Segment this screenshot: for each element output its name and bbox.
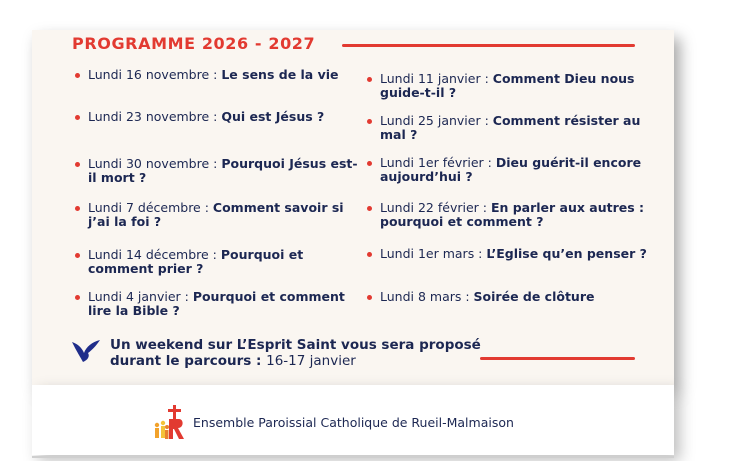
bullet — [75, 73, 80, 78]
bullet — [75, 162, 80, 167]
parish-logo-icon — [151, 403, 187, 443]
program-title: PROGRAMME 2026 - 2027 — [72, 34, 316, 53]
item-topic: Comment savoir si j’ai la foi ? — [88, 200, 344, 229]
schedule-item — [380, 290, 650, 304]
item-date: Lundi 23 novembre : — [88, 109, 222, 124]
item-topic: Comment résister au mal ? — [380, 113, 641, 142]
bullet — [367, 206, 372, 211]
item-topic: L’Eglise qu’en penser ? — [486, 246, 647, 261]
bullet — [75, 206, 80, 211]
organization-name: Ensemble Paroissial Catholique de Rueil-Malmaison — [193, 415, 514, 430]
item-topic: Qui est Jésus ? — [221, 109, 325, 124]
item-topic: Le sens de la vie — [221, 67, 339, 82]
item-date: Lundi 1er mars : — [380, 246, 487, 261]
weekend-dates: 16-17 janvier — [266, 353, 356, 369]
schedule-item — [380, 72, 650, 100]
item-topic: Soirée de clôture — [473, 289, 595, 304]
weekend-text: Un weekend sur L’Esprit Saint vous sera proposé durant le parcours : — [110, 337, 481, 369]
item-date: Lundi 4 janvier : — [88, 289, 193, 304]
bullet — [367, 77, 372, 82]
schedule-item — [88, 248, 358, 276]
schedule-item — [380, 247, 650, 261]
item-topic: Pourquoi et comment prier ? — [88, 247, 304, 276]
item-topic: Dieu guérit-il encore aujourd’hui ? — [380, 155, 642, 184]
dove-icon — [70, 338, 102, 364]
item-topic: Comment Dieu nous guide-t-il ? — [380, 71, 635, 100]
bullet — [367, 252, 372, 257]
item-date: Lundi 11 janvier : — [380, 71, 493, 86]
item-topic: En parler aux autres : pourquoi et comment ? — [380, 200, 645, 229]
schedule-item — [380, 156, 650, 184]
bullet — [75, 253, 80, 258]
title-rule — [342, 44, 635, 47]
footer-divider — [32, 456, 674, 458]
bullet — [75, 115, 80, 120]
schedule-item — [380, 114, 650, 142]
weekend-rule — [480, 357, 635, 360]
bullet — [367, 295, 372, 300]
bullet — [367, 119, 372, 124]
item-date: Lundi 25 janvier : — [380, 113, 493, 128]
weekend-note — [110, 337, 490, 369]
item-date: Lundi 16 novembre : — [88, 67, 222, 82]
schedule-item — [380, 201, 650, 229]
item-topic: Pourquoi et comment lire la Bible ? — [88, 289, 345, 318]
item-date: Lundi 7 décembre : — [88, 200, 213, 215]
schedule-item — [88, 157, 358, 185]
item-topic: Pourquoi Jésus est-il mort ? — [88, 156, 358, 185]
bullet — [367, 161, 372, 166]
schedule-item — [88, 68, 358, 82]
item-date: Lundi 1er février : — [380, 155, 496, 170]
item-date: Lundi 22 février : — [380, 200, 491, 215]
item-date: Lundi 14 décembre : — [88, 247, 221, 262]
schedule-item — [88, 201, 358, 229]
schedule-item — [88, 110, 358, 124]
item-date: Lundi 8 mars : — [380, 289, 474, 304]
bullet — [75, 295, 80, 300]
schedule-item — [88, 290, 358, 318]
item-date: Lundi 30 novembre : — [88, 156, 222, 171]
